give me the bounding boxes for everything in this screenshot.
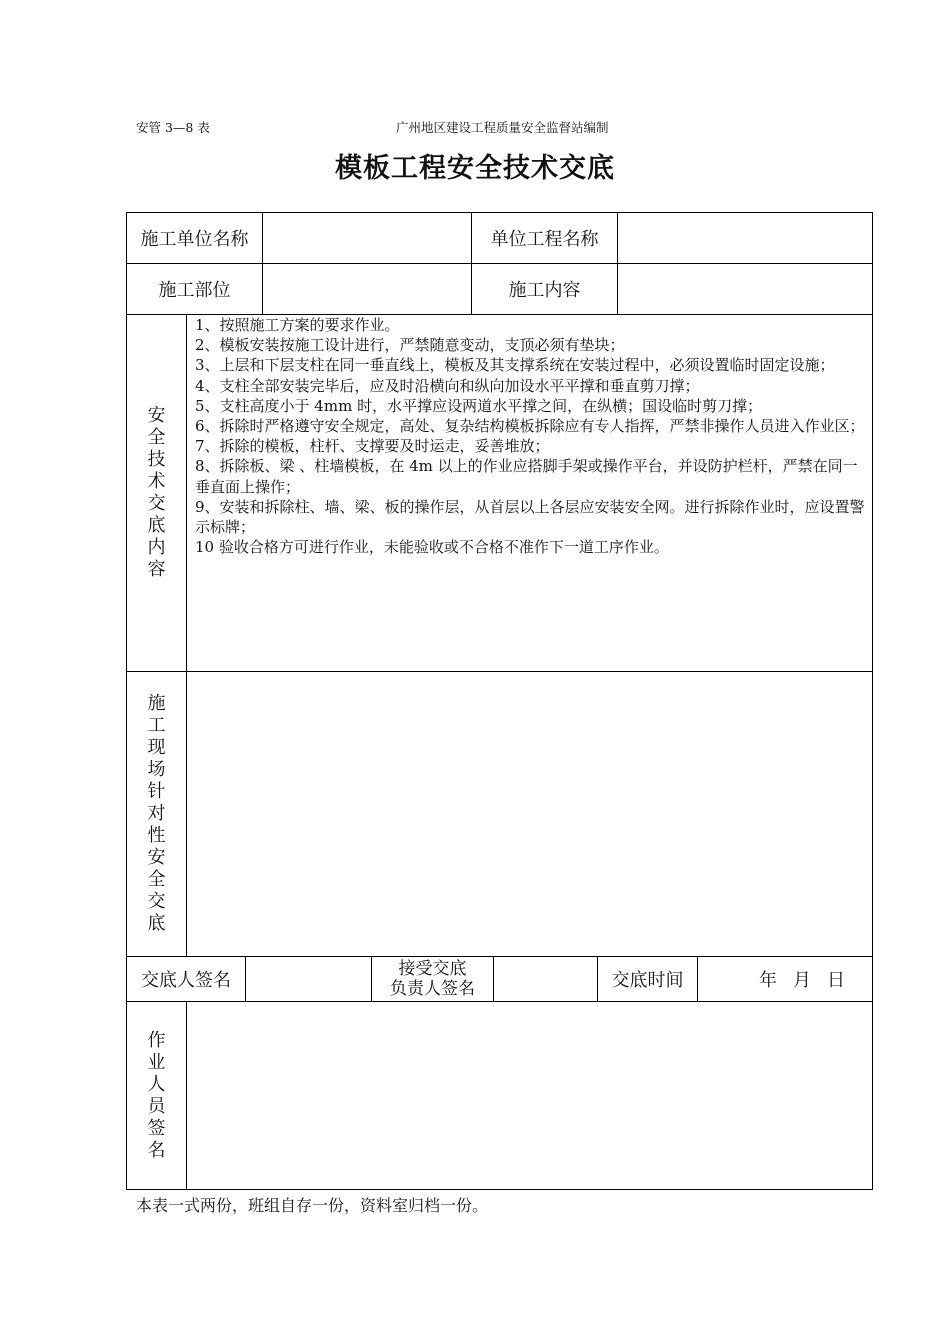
- briefing-item: 6、拆除时严格遵守安全规定，高处、复杂结构模板拆除应有专人指挥，严禁非操作人员进入作业区；: [195, 417, 865, 436]
- tech-briefing-content: [195, 315, 865, 557]
- label-char: 员: [147, 1095, 166, 1117]
- unit-project-label: 单位工程名称: [490, 229, 599, 250]
- label-char: 技: [147, 448, 166, 470]
- site-briefing-field[interactable]: [187, 672, 872, 956]
- label-char: 内: [147, 536, 166, 558]
- label-char: 全: [147, 426, 166, 448]
- label-char: 施: [147, 693, 166, 714]
- label-char: 术: [147, 470, 166, 492]
- workers-signature-label: [127, 1002, 186, 1189]
- tech-briefing-label: [127, 314, 186, 671]
- construction-content-label: 施工内容: [508, 280, 581, 301]
- label-char: 底: [147, 514, 166, 536]
- construction-location-field[interactable]: [263, 264, 471, 314]
- label-char: 作: [147, 1029, 166, 1051]
- label-char: 容: [147, 558, 166, 580]
- label-char: 交: [147, 891, 166, 912]
- label-char: 底: [147, 913, 166, 934]
- briefing-item: 5、支柱高度小于 4mm 时，水平撑应设两道水平撑之间，在纵横；国设临时剪刀撑；: [195, 396, 763, 415]
- label-char: 名: [147, 1139, 166, 1161]
- label-char: 安: [147, 404, 166, 426]
- giver-signature-field[interactable]: [246, 957, 371, 1001]
- receiver-label-line: 接受交底: [398, 959, 467, 979]
- label-char: 业: [147, 1051, 166, 1073]
- briefing-item: 7、拆除的模板，柱杆、支撑要及时运走，妥善堆放；: [195, 437, 550, 456]
- date-month: 月: [793, 970, 811, 991]
- label-char: 交: [147, 492, 166, 514]
- briefing-item: 1、按照施工方案的要求作业。: [195, 316, 400, 334]
- briefing-item: 8、拆除板、梁 、柱墙模板，在 4m 以上的作业应搭脚手架或操作平台，并设防护栏杆，严禁在同一垂直面上操作；: [195, 457, 858, 496]
- label-char: 签: [147, 1117, 166, 1139]
- receiver-signature-field[interactable]: [494, 957, 597, 1001]
- label-char: 场: [147, 759, 166, 780]
- briefing-item: 2、模板安装按施工设计进行，严禁随意变动，支顶必须有垫块；: [195, 336, 625, 355]
- label-char: 针: [147, 781, 166, 802]
- construction-unit-field[interactable]: [263, 213, 471, 263]
- briefing-time-label: 交底时间: [611, 970, 684, 991]
- unit-project-field[interactable]: [618, 213, 872, 263]
- giver-signature-label: 交底人签名: [141, 970, 231, 991]
- issuer: 广州地区建设工程质量安全监督站编制: [396, 120, 609, 135]
- label-char: 对: [147, 803, 166, 824]
- site-briefing-label: [127, 672, 186, 956]
- label-char: 工: [147, 715, 166, 736]
- label-char: 性: [147, 825, 166, 846]
- label-char: 全: [147, 869, 166, 890]
- label-char: 人: [147, 1073, 166, 1095]
- date-day: 日: [827, 970, 845, 991]
- briefing-item: 4、支柱全部安装完毕后，应及时沿横向和纵向加设水平平撑和垂直剪刀撑；: [195, 376, 700, 395]
- briefing-item: 10 验收合格方可进行作业，未能验收或不合格不准作下一道工序作业。: [195, 538, 669, 557]
- date-year: 年: [759, 970, 777, 991]
- construction-location-label: 施工部位: [158, 280, 231, 301]
- receiver-signature-label: [372, 957, 493, 1001]
- construction-unit-label: 施工单位名称: [140, 229, 249, 250]
- briefing-item: 3、上层和下层支柱在同一垂直线上，模板及其支撑系统在安装过程中，必须设置临时固定设施；: [195, 356, 835, 375]
- label-char: 现: [147, 737, 166, 758]
- briefing-date-field[interactable]: [698, 957, 872, 1001]
- construction-content-field[interactable]: [618, 264, 872, 314]
- form-code: 安管 3—8 表: [136, 120, 210, 135]
- page-title: 模板工程安全技术交底: [335, 153, 615, 184]
- label-char: 安: [147, 847, 166, 868]
- footer-note: 本表一式两份，班组自存一份，资料室归档一份。: [136, 1196, 489, 1215]
- workers-signature-field[interactable]: [187, 1002, 872, 1189]
- briefing-item: 9、安装和拆除柱、墙、梁、板的操作层，从首层以上各层应安装安全网。进行拆除作业时，应设置警示标牌；: [195, 497, 865, 537]
- receiver-label-line: 负责人签名: [390, 979, 475, 999]
